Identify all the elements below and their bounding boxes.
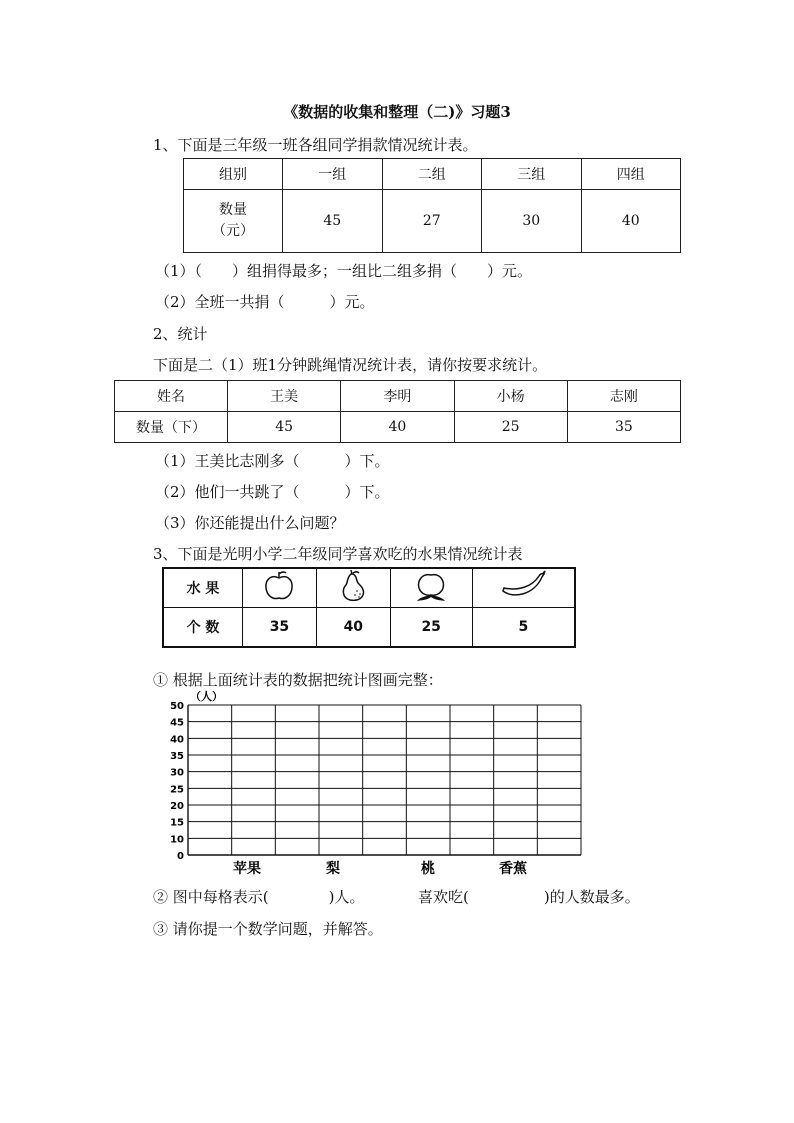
table-cell: 李明: [341, 381, 454, 412]
page-title: 《数据的收集和整理（二)》习题3: [283, 103, 511, 121]
table-row-label: 水 果: [163, 568, 243, 608]
q2-sub2: （2）他们一共跳了（ ）下。: [155, 483, 390, 501]
y-tick-label: 30: [170, 767, 184, 779]
table-cell: [472, 568, 575, 608]
y-tick-label: 45: [170, 717, 184, 729]
x-category-label: 梨: [326, 861, 340, 877]
apple-icon: [261, 570, 297, 602]
table-row-label: 个 数: [163, 608, 243, 648]
row-label-line: （元）: [212, 223, 254, 239]
table-cell: [316, 568, 390, 608]
banana-icon: [498, 569, 548, 603]
table-cell: 王美: [228, 381, 341, 412]
table-cell: 35: [243, 608, 317, 648]
x-category-label: 苹果: [233, 861, 261, 877]
table-cell: 35: [567, 412, 680, 443]
q1-prompt: 1、下面是三年级一班各组同学捐款情况统计表。: [153, 136, 478, 154]
bar-chart-grid: [150, 685, 590, 880]
table-cell: 一组: [283, 159, 383, 190]
q1-table: [183, 158, 681, 253]
table-cell: 30: [482, 190, 582, 253]
q3-prompt: 3、下面是光明小学二年级同学喜欢吃的水果情况统计表: [153, 545, 523, 563]
chart-grid: [188, 705, 581, 855]
table-cell: 姓名: [115, 381, 228, 412]
table-cell: 40: [341, 412, 454, 443]
y-tick-label: 35: [170, 751, 184, 762]
table-cell: 四组: [581, 159, 681, 190]
x-category-label: 桃: [421, 861, 435, 877]
table-cell: [243, 568, 317, 608]
table-cell: 25: [390, 608, 472, 648]
x-axis-labels: [233, 860, 527, 877]
table-cell: 组别: [184, 159, 283, 190]
y-tick-label: 20: [170, 801, 184, 812]
table-row: [115, 412, 681, 443]
table-cell: 40: [316, 608, 390, 648]
y-tick-label: 25: [170, 784, 184, 796]
q1-sub2: （2）全班一共捐（ ）元。: [155, 293, 375, 311]
y-tick-label: 10: [170, 834, 184, 846]
table-cell: 40: [581, 190, 681, 253]
table-cell: 二组: [382, 159, 482, 190]
table-cell: 45: [228, 412, 341, 443]
q3-sub1: ① 根据上面统计表的数据把统计图画完整：: [153, 671, 443, 689]
table-cell: [390, 568, 472, 608]
table-row: [163, 608, 575, 648]
table-cell: 5: [472, 608, 575, 648]
q2-prompt: 下面是二（1）班1分钟跳绳情况统计表，请你按要求统计。: [153, 356, 548, 374]
y-tick-label: 50: [170, 701, 184, 712]
table-cell: 27: [382, 190, 482, 253]
y-tick-label: 0: [177, 851, 184, 862]
y-axis-ticks: [170, 701, 184, 862]
table-cell: 25: [454, 412, 567, 443]
q3-sub3: ③ 请你提一个数学问题，并解答。: [153, 920, 383, 938]
table-row: [184, 190, 681, 253]
table-row-label: [184, 190, 283, 253]
table-row: [163, 568, 575, 608]
y-tick-label: 40: [170, 734, 184, 746]
y-tick-label: 15: [170, 817, 184, 829]
table-row: [184, 159, 681, 190]
q1-sub1: （1）（ ）组捐得最多；一组比二组多捐（ ）元。: [155, 262, 533, 280]
q3-sub2b: 喜欢吃( )的人数最多。: [418, 888, 640, 906]
peach-icon: [411, 569, 451, 603]
row-label-line: 数量: [219, 202, 247, 218]
table-cell: 三组: [482, 159, 582, 190]
table-row-label: 数量（下）: [115, 412, 228, 443]
q2-sub3: （3）你还能提出什么问题？: [155, 514, 345, 532]
q2-sub1: （1）王美比志刚多（ ）下。: [155, 452, 390, 470]
q3-sub2a: ② 图中每格表示( )人。: [153, 888, 365, 906]
table-cell: 小杨: [454, 381, 567, 412]
q3-table: [162, 567, 576, 648]
q2-table: [114, 380, 681, 443]
table-cell: 45: [283, 190, 383, 253]
x-category-label: 香蕉: [499, 861, 527, 877]
pear-icon: [335, 569, 371, 603]
table-cell: 志刚: [567, 381, 680, 412]
table-row: [115, 381, 681, 412]
y-axis-label: （人）: [190, 690, 223, 703]
q2-heading: 2、统计: [153, 325, 208, 343]
